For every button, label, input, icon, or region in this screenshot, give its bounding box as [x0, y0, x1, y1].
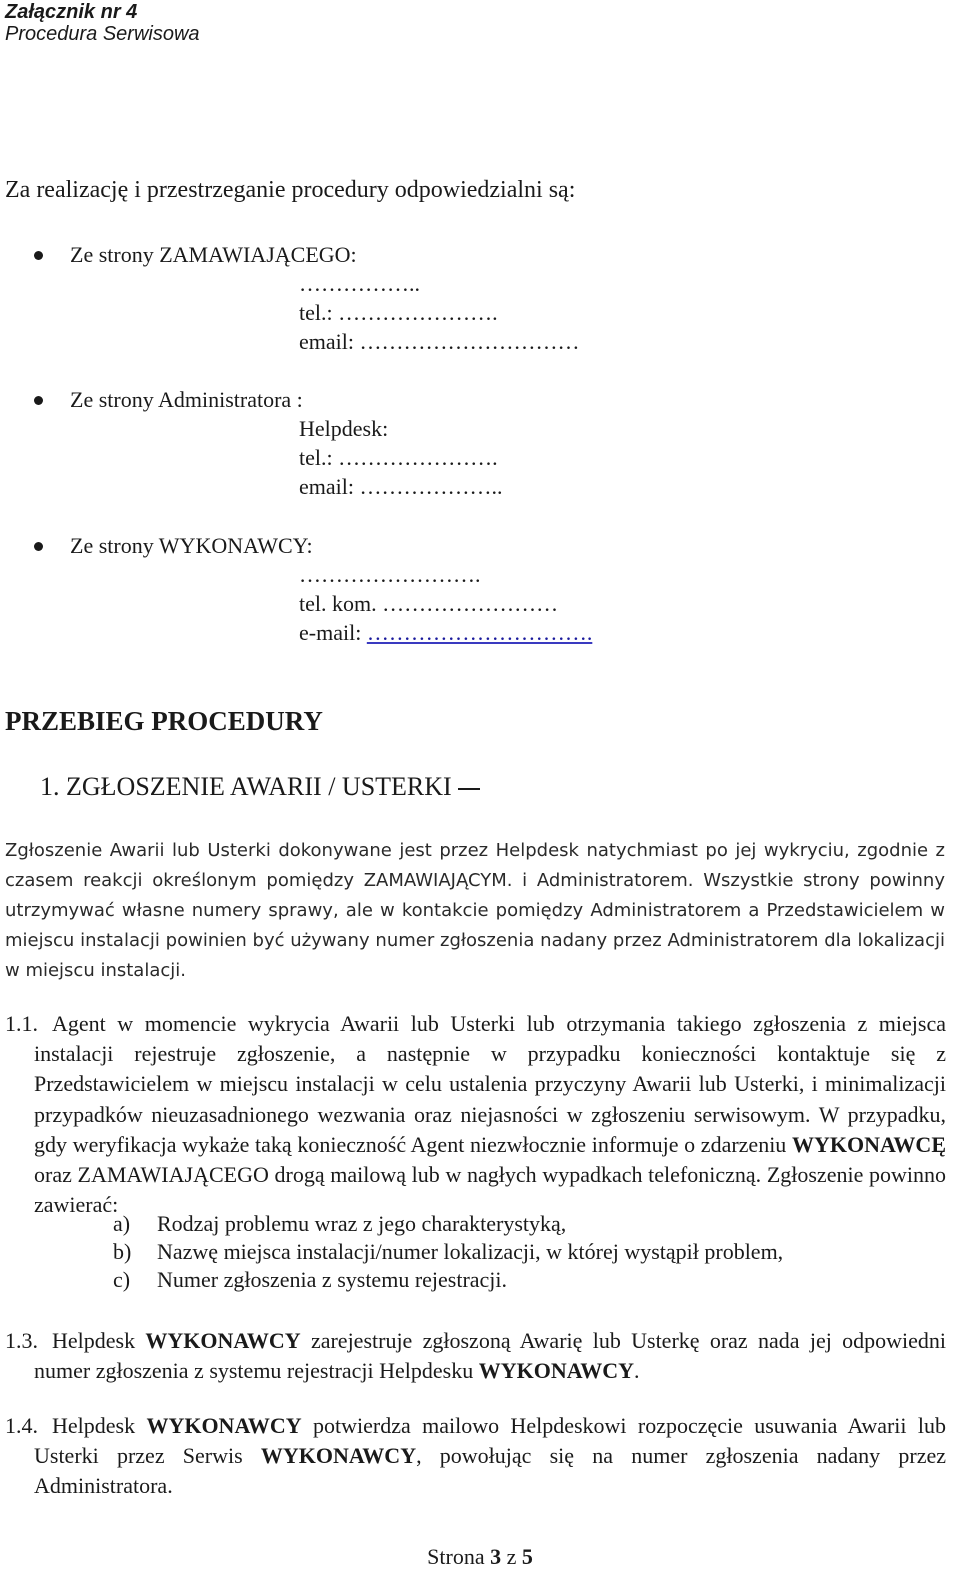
point-text: potwierdza mailowo Helpdeskowi rozpoczęcie usuwania Awarii lub Usterki przez Serwis: [34, 1413, 946, 1469]
list-text: Nazwę miejsca instalacji/numer lokalizacji, w której wystąpił problem,: [157, 1239, 784, 1264]
group-title-zamawiajacy: Ze strony ZAMAWIAJĄCEGO:: [70, 242, 357, 267]
bullet-icon: [34, 542, 43, 551]
group-email-line: [299, 620, 592, 646]
point-text: Helpdesk: [52, 1413, 147, 1438]
point-bold: WYKONAWCY: [145, 1328, 301, 1353]
bullet-icon: [34, 396, 43, 405]
procedure-label: Procedura Serwisowa: [5, 23, 200, 45]
point-bold: WYKONAWCĘ: [791, 1131, 946, 1157]
group-line: tel.: ………………….: [299, 300, 498, 325]
point-text: oraz ZAMAWIAJĄCEGO drogą mailową lub w nagłych wypadkach telefoniczną. Zgłoszenie powinno zawierać:: [34, 1162, 946, 1218]
point-bold: WYKONAWCY: [146, 1413, 302, 1438]
group-title-wykonawca: Ze strony WYKONAWCY:: [70, 533, 313, 558]
list-label: b): [113, 1239, 132, 1264]
page-number: 3: [490, 1544, 502, 1569]
group-line: email: ………………..: [299, 474, 503, 499]
footer-text: Strona: [427, 1544, 491, 1569]
point-number: 1.4.: [5, 1413, 38, 1438]
list-text: Numer zgłoszenia z systemu rejestracji.: [157, 1267, 508, 1292]
attachment-label: Załącznik nr 4: [5, 1, 138, 23]
page-footer: [0, 1543, 960, 1571]
group-line: ……………..: [299, 271, 420, 296]
list-text: Rodzaj problemu wraz z jego charakterystyką,: [157, 1211, 567, 1236]
point-text: zarejestruje zgłoszoną Awarię lub Usterkę oraz nada jej odpowiedni numer zgłoszenia z systemu rejestracji Helpdesku: [34, 1328, 947, 1384]
point-text: , powołując się na numer zgłoszenia nadany przez Administratora.: [34, 1443, 946, 1499]
intro-paragraph: Zgłoszenie Awarii lub Usterki dokonywane jest przez Helpdesk natychmiast po jej wykryciu, zgodnie z czasem reakcji określonym pomiędzy ZAMAWIAJĄCYM. i Administratorem. Wszystkie strony powinny utrzymywać własne numery sprawy, ale w kontakcie pomiędzy Administratorem a Przedstawicielem w miejscu instalacji powinien być używany numer zgłoszenia nadany przez Administratorem dla lokalizacji w miejscu instalacji.: [5, 840, 945, 981]
bullet-icon: [34, 251, 43, 260]
point-1-4-text: [34, 1411, 946, 1502]
responsible-intro: Za realizację i przestrzeganie procedury odpowiedzialni są:: [5, 177, 576, 203]
point-bold: WYKONAWCY: [260, 1443, 417, 1469]
group-line: Helpdesk:: [299, 416, 389, 441]
group-line: tel.: ………………….: [299, 445, 498, 470]
list-label: a): [113, 1211, 131, 1236]
list-item: [113, 1266, 507, 1294]
list-item: [113, 1238, 783, 1266]
footer-text: z: [501, 1544, 522, 1569]
heading-dash: [458, 788, 480, 790]
page-total: 5: [521, 1544, 533, 1569]
list-item: [113, 1210, 566, 1238]
section-title: PRZEBIEG PROCEDURY: [5, 706, 323, 736]
point-number: 1.1.: [5, 1011, 38, 1036]
group-line: …………………….: [299, 562, 481, 587]
point-1-1-text: [34, 1009, 946, 1220]
group-line: tel. kom. ……………………: [299, 591, 559, 616]
point-text: Agent w momencie wykrycia Awarii lub Usterki lub otrzymania takiego zgłoszenia z miejsca instalacji rejestruje zgłoszenie, a następnie w przypadku konieczności kontaktuje się z Przedstawicielem w miejscu instalacji w celu ustalenia przyczyny Awarii lub Usterki, i minimalizacji przypadków nieuzasadnionego wezwania oraz niejasności w zgłoszeniu serwisowym. W przypadku, gdy weryfikacja wykaże taką konieczność Agent niezwłocznie informuje o zdarzeniu: [34, 1011, 946, 1157]
email-label: e-mail:: [299, 620, 362, 645]
point-text: .: [633, 1358, 640, 1384]
point-1-3-text: [34, 1326, 946, 1386]
group-line: email: …………………………: [299, 329, 580, 354]
section-heading-text: 1. ZGŁOSZENIE AWARII / USTERKI: [40, 772, 452, 801]
section-heading: [40, 772, 480, 802]
list-label: c): [113, 1267, 131, 1292]
point-text: Helpdesk: [52, 1328, 146, 1353]
point-number: 1.3.: [5, 1328, 38, 1353]
point-bold: WYKONAWCY: [478, 1358, 634, 1384]
group-title-administrator: Ze strony Administratora :: [70, 387, 303, 412]
email-link[interactable]: ………………………….: [366, 620, 593, 645]
